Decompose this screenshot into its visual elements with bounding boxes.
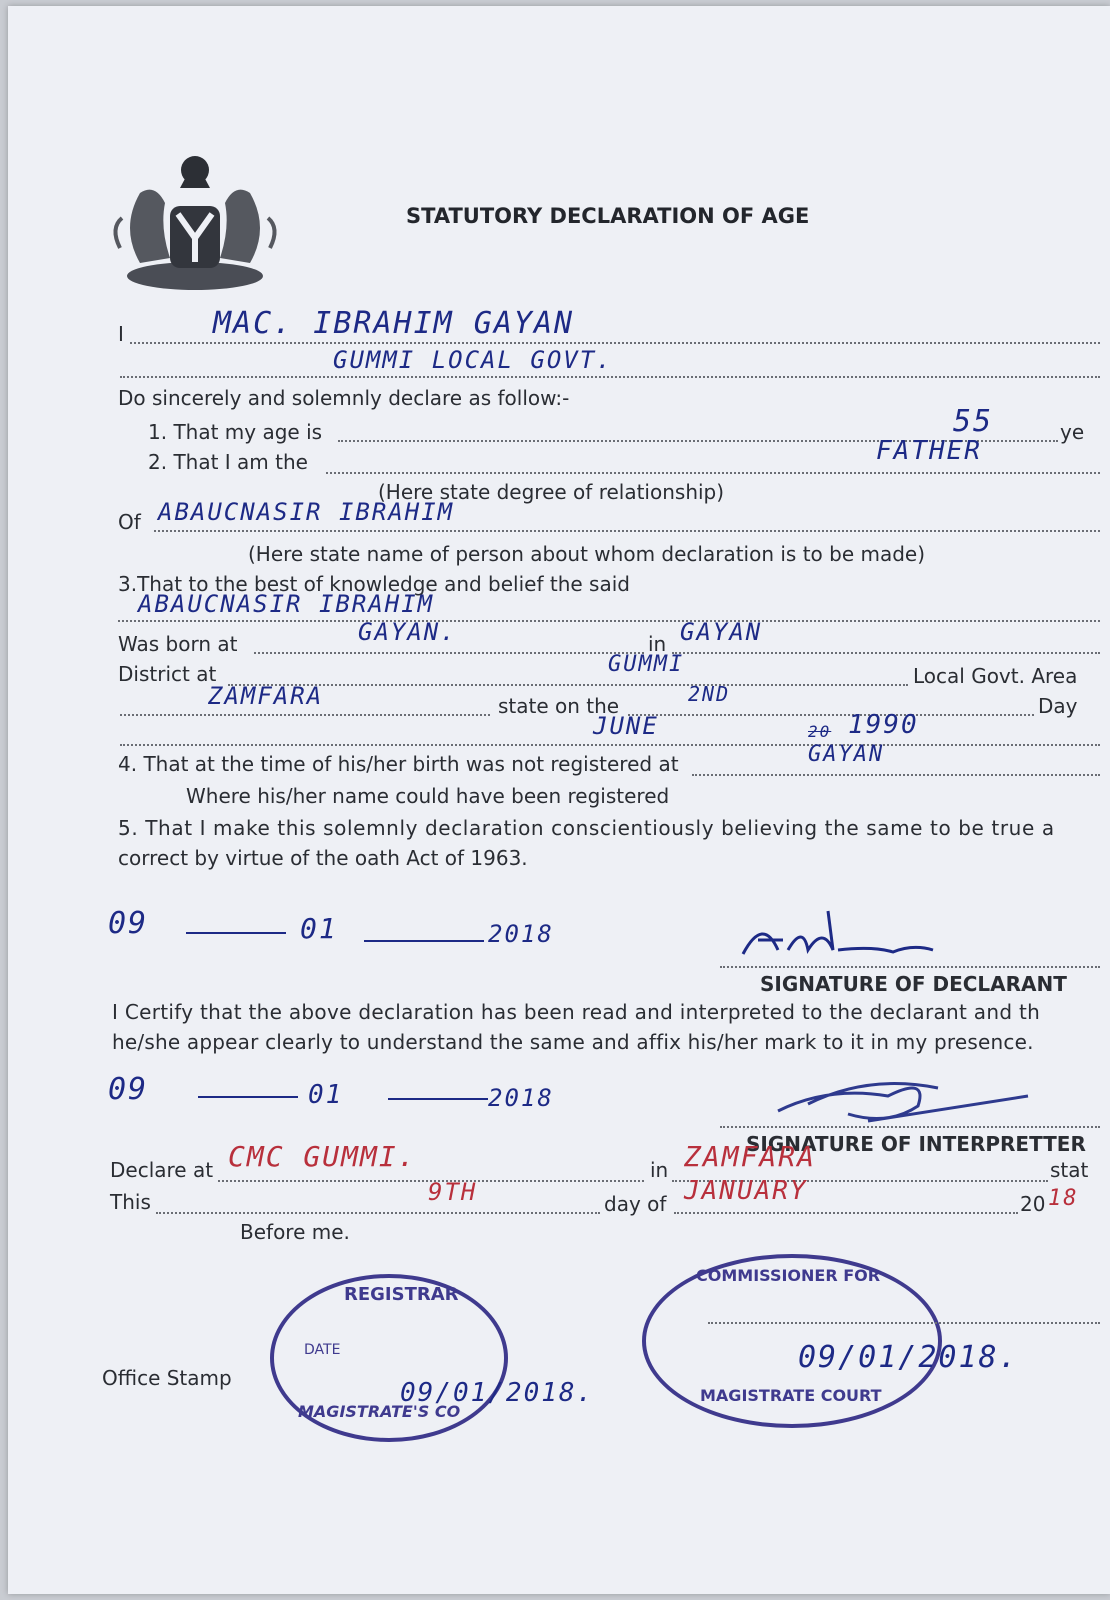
date2-day: 09 [108,1072,149,1107]
age-value: 55 [953,404,994,439]
left-stamp-mid: DATE [304,1342,341,1358]
day-of-label: day of [604,1192,667,1216]
date2-year: 2018 [488,1084,554,1112]
office-stamp-label: Office Stamp [102,1366,232,1390]
date1-year: 2018 [488,920,554,948]
born-line [254,652,644,654]
born-label: Was born at [118,632,238,656]
district-label: District at [118,662,217,686]
coat-of-arms-icon [100,148,290,298]
of-note: (Here state name of person about whom declaration is to be made) [248,542,926,566]
document-title: STATUTORY DECLARATION OF AGE [406,204,810,228]
item2-line [326,472,1100,474]
declarant-signature-label: SIGNATURE OF DECLARANT [760,972,1067,996]
date2-dash-2 [388,1098,488,1100]
relationship-note: (Here state degree of relationship) [378,480,725,504]
of-line [154,530,1100,532]
address-line [120,376,1100,378]
left-stamp-top: REGISTRAR [344,1284,459,1305]
declare-at-label: Declare at [110,1158,214,1182]
month-year-line [120,744,1100,746]
date1-month: 01 [300,912,338,945]
in-value: GAYAN [680,618,763,646]
before-me: Before me. [240,1220,350,1244]
state-label: state on the [498,694,620,718]
document-page [8,6,1110,1594]
declare-suffix: stat [1050,1158,1089,1182]
interpreter-signature-line [720,1126,1100,1128]
right-stamp-date: 09/01/2018. [798,1340,1019,1375]
declare-line: Do sincerely and solemnly declare as follow:- [118,386,570,410]
this-label: This [110,1190,151,1214]
stamp-signature-line [708,1322,1100,1324]
day-of-value: JANUARY [684,1176,808,1206]
state-value: ZAMFARA [208,682,324,710]
relationship-value: FATHER [876,436,982,466]
of-label: Of [118,510,141,534]
certify-line2: he/she appear clearly to understand the same and affix his/her mark to it in my presence. [112,1030,1034,1054]
district-value: GUMMI [608,652,685,677]
date2-dash-1 [198,1096,298,1098]
state-line [120,714,490,716]
item1-label: 1. That my age is [148,420,323,444]
declare-in-label: in [650,1158,669,1182]
day-of-line [674,1212,1018,1214]
day-line [628,714,1034,716]
declarant-name-value: MAC. IBRAHIM GAYAN [213,306,575,341]
child-name-value: ABAUCNASIR IBRAHIM [158,498,455,526]
declarant-address-value: GUMMI LOCAL GOVT. [333,346,613,374]
left-stamp [270,1274,508,1442]
interpreter-signature-label: SIGNATURE OF INTERPRETTER [746,1132,1086,1156]
date1-dash-1 [186,932,286,934]
item4-line2: Where his/her name could have been registered [186,784,670,808]
right-stamp-bottom: MAGISTRATE COURT [700,1386,882,1405]
item4-line [692,774,1100,776]
declare-at-value: CMC GUMMI. [228,1140,417,1173]
date1-dash-2 [364,940,484,942]
right-stamp-top: COMMISSIONER FOR [696,1266,881,1285]
intro-prefix: I [118,322,124,346]
declare-in-value: ZAMFARA [684,1140,817,1173]
in-line [672,652,1100,654]
item2-label: 2. That I am the [148,450,308,474]
item4-label: 4. That at the time of his/her birth was not registered at [118,752,679,776]
in-label: in [648,632,667,656]
left-stamp-date: 09/01/2018. [400,1378,595,1408]
day-label: Day [1038,694,1078,718]
certify-line1: I Certify that the above declaration has been read and interpreted to the declarant and th [112,1000,1041,1024]
day-value: 2ND [688,682,731,706]
year-value: 1990 [848,710,919,740]
this-value: 9TH [428,1178,478,1206]
date1-day: 09 [108,906,149,941]
year-suffix-value: 18 [1048,1186,1079,1211]
item5-line2: correct by virtue of the oath Act of 1963. [118,846,528,870]
lga-label: Local Govt. Area [913,664,1078,688]
district-line [228,684,908,686]
left-stamp-bottom: MAGISTRATE'S CO [298,1402,461,1421]
year-struck-value: 20 [808,722,832,741]
born-value: GAYAN. [358,618,457,646]
item3-name-value: ABAUCNASIR IBRAHIM [138,590,435,618]
item4-value: GAYAN [808,742,885,767]
declarant-name-line [130,342,1100,344]
declarant-signature-line [720,966,1100,968]
declarant-signature-icon [733,906,963,966]
date2-month: 01 [308,1080,344,1110]
item3-name-line [118,620,1100,622]
year-prefix: 20 [1020,1192,1046,1216]
item5-line1: 5. That I make this solemnly declaration conscientiously believing the same to be true a [118,816,1055,840]
item3-label: 3.That to the best of knowledge and belief the said [118,572,630,596]
item1-suffix: ye [1060,420,1085,444]
month-value: JUNE [593,712,659,740]
this-line [156,1212,600,1214]
